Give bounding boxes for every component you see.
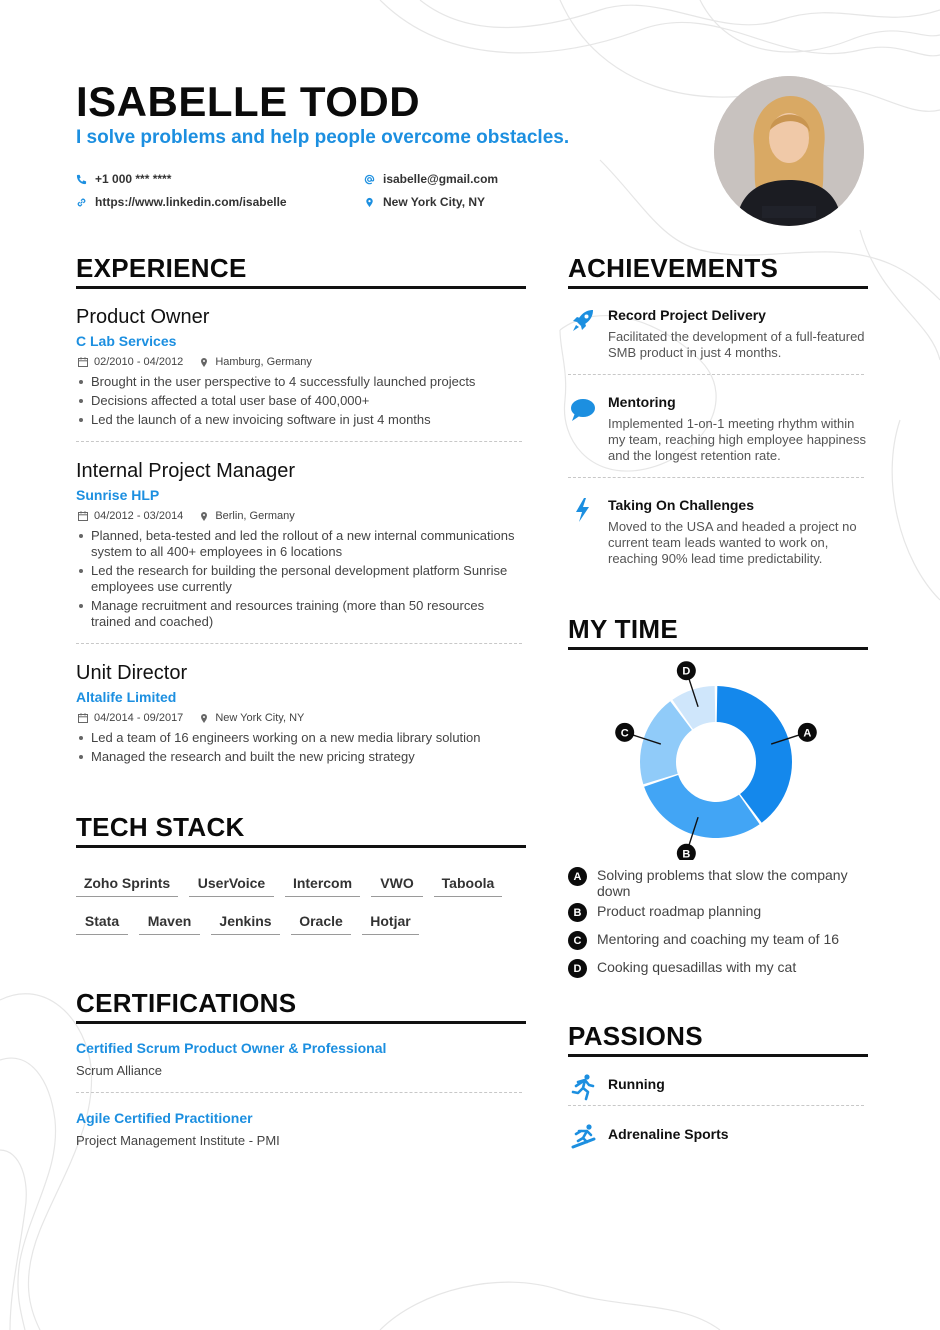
location-contact (364, 195, 485, 209)
legend-item (568, 903, 868, 922)
bullet-item: Led the launch of a new invoicing software in just 4 months (76, 412, 521, 428)
legend-item (568, 959, 868, 978)
tech-tag: VWO (371, 875, 423, 897)
bullet-item: Decisions affected a total user base of 400,000+ (76, 393, 521, 409)
job-title: Unit Director (76, 662, 188, 684)
tech-tag: Hotjar (362, 913, 419, 935)
divider (568, 1105, 864, 1106)
bullet-item: Led a team of 16 engineers working on a new media library solution (76, 730, 521, 746)
legend-key: B (568, 903, 587, 922)
company-name: Sunrise HLP (76, 487, 160, 503)
experience-heading: EXPERIENCE (76, 253, 247, 283)
tech-tag: Jenkins (211, 913, 280, 935)
achievement-title: Taking On Challenges (608, 497, 754, 513)
job-location: Hamburg, Germany (215, 356, 312, 368)
job-title: Internal Project Manager (76, 460, 296, 482)
bullet-item: Managed the research and built the new pricing strategy (76, 749, 521, 765)
passion-label: Running (608, 1076, 665, 1092)
experience-rule (76, 286, 526, 289)
speech-bubble-icon (569, 396, 597, 424)
map-pin-icon (199, 511, 209, 521)
job-bullets (76, 374, 521, 431)
bullet-item: Led the research for building the personal development platform Sunrise employees use currently (76, 563, 521, 595)
snowboarder-icon (570, 1123, 598, 1151)
tech-tag: UserVoice (189, 875, 274, 897)
job-location: Berlin, Germany (215, 510, 295, 522)
calendar-icon (78, 713, 88, 723)
bullet-item: Planned, beta-tested and led the rollout of a new internal communications system to all 400+ employees in 6 locations (76, 528, 521, 560)
time-donut-chart (568, 660, 868, 860)
map-pin-icon (199, 357, 209, 367)
donut-callout-label: A (803, 727, 812, 740)
email-contact[interactable] (364, 172, 498, 186)
tech-tag: Oracle (291, 913, 351, 935)
tech-tag: Zoho Sprints (76, 875, 178, 897)
job-meta (78, 510, 295, 522)
job-location: New York City, NY (215, 712, 305, 724)
legend-item (568, 867, 868, 899)
job-dates: 04/2012 - 03/2014 (94, 510, 184, 522)
job-dates: 04/2014 - 09/2017 (94, 712, 184, 724)
passions-heading: PASSIONS (568, 1021, 703, 1051)
certification-name: Agile Certified Practitioner (76, 1110, 253, 1126)
achievement-description: Implemented 1-on-1 meeting rhythm within my team, reaching high employee happiness and the longest retention rate. (608, 416, 866, 463)
link-icon (76, 197, 87, 208)
linkedin-contact[interactable] (76, 195, 287, 209)
certification-issuer: Scrum Alliance (76, 1063, 162, 1078)
tech-stack-rule (76, 845, 526, 848)
job-bullets (76, 528, 521, 633)
certifications-heading: CERTIFICATIONS (76, 988, 297, 1018)
achievement-title: Record Project Delivery (608, 307, 766, 323)
time-legend (568, 867, 868, 978)
job-meta (78, 356, 312, 368)
lightning-icon (569, 496, 597, 524)
donut-callout-label: B (682, 848, 691, 860)
company-name: C Lab Services (76, 333, 177, 349)
job-bullets (76, 730, 521, 768)
my-time-heading: MY TIME (568, 614, 678, 644)
tagline: I solve problems and help people overcome obstacles. (76, 127, 570, 148)
achievements-rule (568, 286, 868, 289)
legend-key: A (568, 867, 587, 886)
certification-name: Certified Scrum Product Owner & Professional (76, 1040, 387, 1056)
map-pin-icon (364, 197, 375, 208)
phone-contact (76, 172, 171, 186)
divider (568, 477, 864, 478)
divider (568, 374, 864, 375)
tech-tag: Stata (76, 913, 128, 935)
achievements-heading: ACHIEVEMENTS (568, 253, 779, 283)
job-dates: 02/2010 - 04/2012 (94, 356, 184, 368)
divider (76, 441, 522, 442)
legend-key: C (568, 931, 587, 950)
achievement-description: Moved to the USA and headed a project no current team leads wanted to work on, reaching 90% lead time predictability. (608, 519, 857, 566)
calendar-icon (78, 357, 88, 367)
runner-icon (570, 1073, 598, 1101)
tech-tag: Taboola (434, 875, 502, 897)
passions-rule (568, 1054, 868, 1057)
email-text[interactable]: isabelle@gmail.com (383, 172, 499, 186)
tech-stack-heading: TECH STACK (76, 812, 245, 842)
company-name: Altalife Limited (76, 689, 177, 705)
profile-photo (714, 76, 864, 226)
legend-text: Cooking quesadillas with my cat (597, 959, 797, 975)
bullet-item: Brought in the user perspective to 4 successfully launched projects (76, 374, 521, 390)
tech-tag: Intercom (285, 875, 360, 897)
legend-item (568, 931, 868, 950)
certification-issuer: Project Management Institute - PMI (76, 1133, 280, 1148)
linkedin-text[interactable]: https://www.linkedin.com/isabelle (95, 195, 287, 209)
certifications-rule (76, 1021, 526, 1024)
bullet-item: Manage recruitment and resources training (more than 50 resources trained and coached) (76, 598, 521, 630)
rocket-icon (569, 306, 597, 334)
job-title: Product Owner (76, 306, 210, 328)
calendar-icon (78, 511, 88, 521)
map-pin-icon (199, 713, 209, 723)
achievement-title: Mentoring (608, 394, 676, 410)
location-text: New York City, NY (383, 195, 486, 209)
donut-slice-b (644, 775, 759, 838)
achievement-description: Facilitated the development of a full-featured SMB product in just 4 months. (608, 329, 865, 360)
donut-callout-label: C (620, 727, 629, 740)
donut-callout-label: D (682, 665, 691, 678)
tech-tag: Maven (139, 913, 200, 935)
legend-text: Product roadmap planning (597, 903, 762, 919)
divider (76, 1092, 522, 1093)
job-meta (78, 712, 304, 724)
legend-text: Mentoring and coaching my team of 16 (597, 931, 840, 947)
legend-key: D (568, 959, 587, 978)
phone-text: +1 000 *** **** (95, 172, 172, 186)
at-sign-icon (364, 174, 375, 185)
divider (76, 643, 522, 644)
passion-label: Adrenaline Sports (608, 1126, 729, 1142)
legend-text: Solving problems that slow the company down (597, 867, 848, 899)
my-time-rule (568, 647, 868, 650)
candidate-name: ISABELLE TODD (76, 78, 421, 125)
phone-icon (76, 174, 87, 185)
